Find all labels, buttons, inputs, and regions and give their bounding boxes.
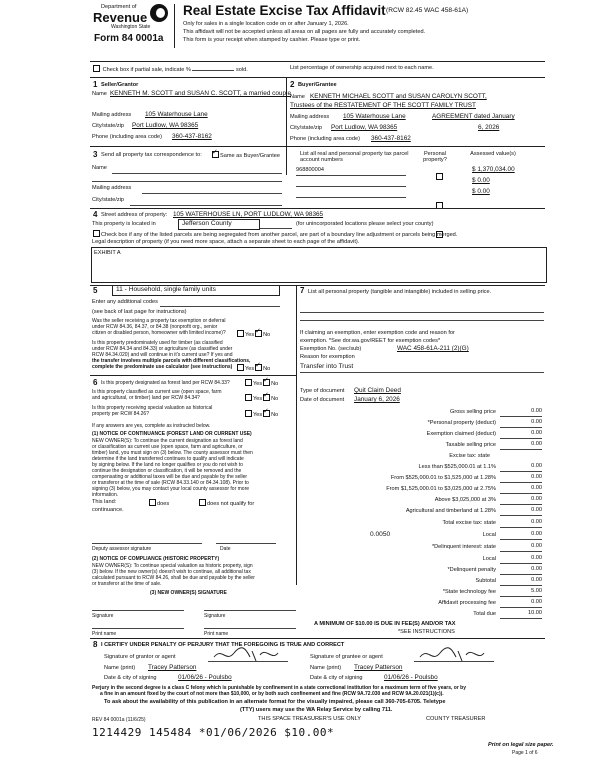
segregated-checkbox[interactable] [93, 230, 100, 237]
q4-yes-checkbox[interactable] [245, 394, 252, 401]
county-treasurer: COUNTY TREASURER [426, 716, 486, 722]
legal-description-box[interactable] [91, 247, 547, 283]
does-option: does [148, 500, 169, 508]
grantee-signature[interactable] [418, 645, 488, 665]
q3-no-checkbox[interactable] [263, 379, 270, 386]
q3-yes-no: Yes✓ No [244, 380, 278, 388]
section3-label: Send all property tax correspondence to: [101, 152, 202, 158]
tax-value[interactable]: 0.00 [531, 543, 542, 549]
buyer-mailing[interactable]: 105 Waterhouse Lane [343, 113, 406, 120]
buyer-mailing-extra[interactable]: AGREEMENT dated January [432, 113, 515, 120]
continuance-heading: (1) NOTICE OF CONTINUANCE (FOREST LAND OR CURRENT USE) [92, 431, 252, 437]
dept-line3: Washington State [111, 24, 151, 30]
unincorp-note: (for unincorporated locations please select your county) [296, 221, 434, 227]
tax-value[interactable]: 0.00 [531, 566, 542, 572]
buyer-heading: Buyer/Grantee [298, 82, 337, 88]
alt-format-2: (TTY) users may use the WA Relay Service by calling 711. [240, 707, 393, 713]
buyer-city[interactable]: Port Ludlow, WA 98365 [331, 124, 398, 131]
q1-yes-checkbox[interactable] [237, 330, 244, 337]
segregated-row: Check box if any of the listed parcels are being segregated from another parcel, are part of a boundary line adjustment or parcels being merged. [92, 231, 457, 239]
new-owner-signature-heading: (3) NEW OWNER(S) SIGNATURE [150, 590, 227, 596]
if-yes-note: If any answers are yes, complete as instructed below. [92, 423, 211, 429]
owner-print-name-2[interactable]: Print name [204, 631, 229, 637]
tax-value[interactable]: 0.00 [531, 419, 542, 425]
buyer-phone-label: Phone (including area code) [290, 136, 360, 142]
tax-value[interactable]: 0.00 [531, 441, 542, 447]
legal-paper-note: Print on legal size paper. [488, 742, 554, 748]
q2-yes-no: Yes✓ No [236, 365, 270, 373]
revision: REV 84 0001a (11/6/25) [92, 717, 146, 723]
assessed-value[interactable]: $ 0.00 [472, 177, 490, 184]
buyer-name-label: Name [290, 94, 305, 100]
legal-label: Legal description of property (if you need more space, attach a separate sheet to each page of the affidavit). [92, 239, 360, 245]
alt-format-1: To ask about the availability of this publication in an alternate format for the visually impaired, please call 360-705-6705. Teletype [104, 699, 446, 705]
additional-codes-label: Enter any additional codes [92, 299, 158, 305]
grantee-name[interactable]: Tracey Patterson [354, 664, 403, 671]
header-note-1: Only for sales in a single location code on or after January 1, 2026. [183, 21, 349, 27]
buyer-phone[interactable]: 360-437-8162 [371, 135, 411, 142]
q1-yes-no: Yes✓ No [236, 331, 270, 339]
exemption-no-label: Exemption No. (sec/sub) [300, 346, 362, 352]
form-number: Form 84 0001a [94, 33, 164, 44]
local-rate[interactable]: 0.0050 [370, 531, 391, 538]
legal-description: EXHIBIT A [94, 250, 121, 256]
perjury-line-2: a fine in an amount fixed by the court of not more than $10,000, or by both such confinement and fine (RCW 9A.72.030 and RCW 9A.20.021(1)(c)). [100, 691, 444, 697]
exemption-intro-1: If claiming an exemption, enter exemption code and reason for [300, 330, 455, 336]
exemption-intro-2: exemption. *See dor.wa.gov/REET for exemption codes* [300, 338, 441, 344]
does-not-option: does not qualify for [198, 500, 254, 508]
buyer-name-2[interactable]: Trustees of the RESTATEMENT OF THE SCOTT FAMILY TRUST [290, 102, 476, 109]
treasurer-use-only: THIS SPACE TREASURER'S USE ONLY [258, 716, 362, 722]
personal-property-label: List all personal property (tangible and intangible) included in selling price. [308, 289, 492, 295]
same-as-buyer-checkbox[interactable] [212, 151, 219, 158]
partial-sale-row: Check box if partial sale, indicate % sold. [92, 66, 248, 74]
see-back: (see back of last page for instructions) [92, 309, 187, 315]
form-title-ref: (RCW 82.45 WAC 458-61A) [386, 7, 469, 14]
grantor-name-label: Name (print) [104, 665, 136, 671]
street-label: Street address of property: [101, 212, 168, 218]
grantor-name[interactable]: Tracey Patterson [148, 664, 197, 671]
buyer-city-extra[interactable]: 6, 2026 [478, 124, 500, 131]
current-use-q: Is this property classified as current use (open space, farm [92, 389, 222, 395]
see-instructions: *SEE INSTRUCTIONS [398, 629, 455, 635]
seller-phone-label: Phone (including area code) [92, 134, 162, 140]
assessed-value[interactable]: $ 1,370,034.00 [472, 166, 515, 173]
certify-statement: I CERTIFY UNDER PENALTY OF PERJURY THAT THE FOREGOING IS TRUE AND CORRECT [101, 642, 345, 648]
grantee-signature-label: Signature of grantee or agent [310, 654, 383, 660]
does-not-checkbox[interactable] [199, 499, 206, 506]
seller-phone[interactable]: 360-437-8162 [172, 133, 212, 140]
seller-name-label: Name [92, 91, 107, 97]
tax-value[interactable]: 0.00 [531, 408, 542, 414]
partial-sale-checkbox[interactable] [93, 65, 100, 72]
deputy-date-label: Date [220, 546, 231, 552]
tax-value[interactable]: 0.00 [531, 599, 542, 605]
grantor-date[interactable]: 01/06/26 - Poulsbo [178, 674, 232, 681]
q5-yes-no: Yes✓ No [244, 411, 278, 419]
assessed-col-header: Assessed value(s) [470, 151, 516, 157]
dept-line2: Revenue [93, 10, 148, 25]
historic-q: Is this property receiving special valuation as historical [92, 405, 213, 411]
tax-value[interactable]: 0.00 [531, 496, 542, 502]
grantee-date-label: Date & city of signing [310, 675, 363, 681]
doc-date-label: Date of document [300, 397, 345, 403]
tax-value[interactable]: 0.00 [531, 519, 542, 525]
parcel-col-header: List all real and personal property tax parcel account numbers [300, 151, 409, 164]
grantee-name-label: Name (print) [310, 665, 342, 671]
buyer-name[interactable]: KENNETH MICHAEL SCOTT and SUSAN CAROLYN SCOTT, [310, 93, 487, 100]
q4-yes-no: Yes✓ No [244, 395, 278, 403]
street-address[interactable]: 105 WATERHOUSE LN, PORT LUDLOW, WA 98365 [173, 211, 324, 218]
compliance-heading: (2) NOTICE OF COMPLIANCE (HISTORIC PROPERTY) [92, 556, 220, 562]
tax-value[interactable]: 0.00 [531, 474, 542, 480]
same-as-buyer: ✓ Same as Buyer/Grantee [211, 152, 280, 160]
tax-value[interactable]: 0.00 [531, 485, 542, 491]
tax-value[interactable]: 0.00 [531, 531, 542, 537]
q5-yes-checkbox[interactable] [245, 410, 252, 417]
tax-value[interactable]: 0.00 [531, 555, 542, 561]
seller-heading: Seller/Grantor [101, 82, 139, 88]
header-note-2: This affidavit will not be accepted unless all areas on all pages are fully and accurately completed. [183, 29, 426, 35]
assessed-value[interactable]: $ 0.00 [472, 188, 490, 195]
q4-no-checkbox[interactable] [263, 394, 270, 401]
doc-type-label: Type of document [300, 388, 345, 394]
dept-line1: Department of [101, 4, 137, 10]
perjury-line-1: Perjury in the second degree is a class C felony which is punishable by confinement in a state correctional institution for a maximum term of five years, or by [92, 685, 466, 691]
q2-yes-checkbox[interactable] [237, 364, 244, 371]
personal-col-header: Personal property? [423, 151, 447, 164]
tax-value[interactable]: 0.00 [531, 507, 542, 513]
land-use-select[interactable]: 11 - Household, single family units [112, 285, 280, 296]
parcel-number[interactable]: 968800004 [296, 167, 324, 173]
seller-city[interactable]: Port Ludlow, WA 98365 [132, 122, 199, 129]
q3-yes-checkbox[interactable] [245, 379, 252, 386]
section3-mailing-label: Mailing address [92, 185, 132, 191]
tax-value[interactable]: 5.00 [531, 588, 542, 594]
continuance-label: continuance. [92, 507, 124, 513]
seller-name[interactable]: KENNETH M. SCOTT and SUSAN C. SCOTT, a married couple [110, 90, 291, 97]
doc-date[interactable]: January 6, 2026 [354, 396, 400, 403]
seller-mailing-label: Mailing address [92, 112, 132, 118]
section3-name-label: Name [92, 165, 107, 171]
form-title: Real Estate Excise Tax Affidavit [183, 3, 386, 18]
does-checkbox[interactable] [149, 499, 156, 506]
exemption-number[interactable]: WAC 458-61A-211 (2)(G) [397, 345, 469, 352]
q1-no-checkbox[interactable] [255, 330, 262, 337]
this-land-label: This land: [92, 499, 117, 505]
grantor-signature[interactable] [212, 645, 282, 665]
grantee-date[interactable]: 01/06/26 - Poulsbo [384, 674, 438, 681]
treasurer-stamp: 1214429 145484 *01/06/2026 $10.00* [92, 726, 335, 739]
tax-value[interactable]: 0.00 [531, 577, 542, 583]
owner-signature-1[interactable]: Signature [92, 613, 114, 619]
doc-type[interactable]: Quit Claim Deed [354, 387, 401, 394]
seller-city-label: City/state/zip [92, 123, 125, 129]
header-note-3: This form is your receipt when stamped by cashier. Please type or print. [183, 37, 361, 43]
grantor-signature-label: Signature of grantor or agent [104, 654, 176, 660]
tax-value[interactable]: 0.00 [531, 430, 542, 436]
deputy-assessor-signature: Deputy assessor signature [92, 546, 152, 552]
reason-label: Reason for exemption [300, 354, 355, 360]
tax-value[interactable]: 10.00 [528, 610, 542, 616]
seller-mailing[interactable]: 105 Waterhouse Lane [145, 111, 208, 118]
personal-property-checkbox[interactable] [436, 173, 443, 180]
tax-value[interactable]: 0.00 [531, 463, 542, 469]
grantor-date-label: Date & city of signing [104, 675, 157, 681]
section3-city-label: City/state/zip [92, 197, 125, 203]
forest-land-q: Is this property designated as forest land per RCW 84.33? [101, 380, 230, 386]
buyer-mailing-label: Mailing address [290, 114, 330, 120]
page-number: Page 1 of 6 [512, 750, 538, 756]
minimum-due-note: A MINIMUM OF $10.00 IS DUE IN FEE(S) AND/OR TAX [314, 621, 456, 627]
owner-signature-2[interactable]: Signature [204, 613, 226, 619]
owner-print-name-1[interactable]: Print name [92, 631, 117, 637]
exemption-reason[interactable]: Transfer into Trust [300, 363, 354, 370]
q2-no-checkbox[interactable] [255, 364, 262, 371]
buyer-city-label: City/state/zip [290, 125, 323, 131]
q5-no-checkbox[interactable] [263, 410, 270, 417]
ownership-note: List percentage of ownership acquired next to each name. [290, 65, 434, 71]
located-label: This property is located in [92, 221, 156, 227]
county-select[interactable]: Jefferson County [178, 219, 260, 230]
